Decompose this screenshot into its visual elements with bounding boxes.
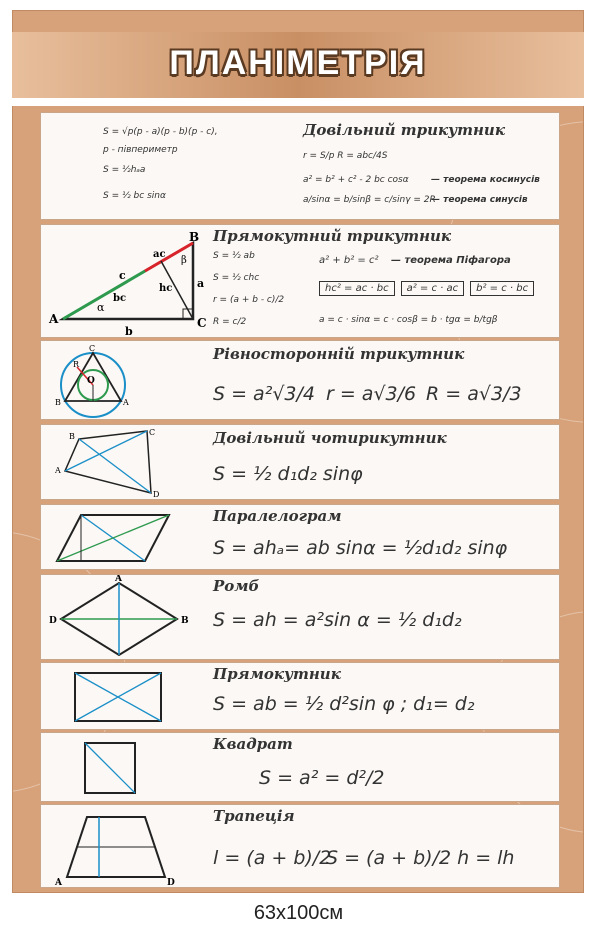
heron-formula: S = √p(p - a)(p - b)(p - c), <box>103 127 218 137</box>
size-label: 63x100см <box>253 902 344 924</box>
square-panel <box>40 732 560 802</box>
quadrilateral-figure <box>41 425 211 501</box>
svg-text:B: B <box>189 230 200 244</box>
svg-text:α: α <box>97 301 105 314</box>
svg-text:B: B <box>181 616 189 626</box>
svg-text:A: A <box>55 466 61 475</box>
svg-text:D: D <box>153 490 160 499</box>
equilateral-area: S = a²√3/4 <box>213 383 316 405</box>
quadrilateral-panel <box>40 424 560 500</box>
rectangle-heading: Прямокутник <box>213 665 341 683</box>
svg-text:R: R <box>73 360 80 369</box>
right-triangle-figure <box>41 225 211 339</box>
svg-text:hc: hc <box>159 283 173 294</box>
square-area: S = a² = d²/2 <box>259 767 385 789</box>
trapezoid-panel <box>40 804 560 888</box>
svg-text:ac: ac <box>153 249 166 260</box>
rhombus-panel <box>40 574 560 660</box>
svg-text:b: b <box>125 325 133 338</box>
rectangle-panel <box>40 662 560 730</box>
svg-text:D: D <box>167 878 175 888</box>
trapezoid-midline: l = (a + b)/2 <box>213 847 332 869</box>
cosine-law-label: — теорема косинусів <box>431 175 540 185</box>
rhombus-area: S = ah = a²sin α = ½ d₁d₂ <box>213 609 462 631</box>
svg-text:C: C <box>149 428 156 437</box>
pythagoras-formula: a² + b² = c² <box>319 255 379 266</box>
parallelogram-panel <box>40 504 560 570</box>
rt-boxed-formulas <box>319 281 540 296</box>
sine-law-formula: a/sinα = b/sinβ = c/sinγ = 2R <box>303 195 436 205</box>
rhombus-figure <box>41 575 211 661</box>
quadrilateral-heading: Довільний чотирикутник <box>213 429 447 447</box>
boxed-formula-2: a² = c · ac <box>401 281 465 296</box>
svg-text:A: A <box>115 575 122 584</box>
svg-text:A: A <box>123 398 129 407</box>
svg-text:c: c <box>119 269 126 282</box>
svg-text:bc: bc <box>113 293 127 304</box>
semiperimeter-note: p - півпериметр <box>103 145 178 155</box>
rt-formula-3: r = (a + b - c)/2 <box>213 295 285 305</box>
trapezoid-area: S = (a + b)/2 h = lh <box>326 847 515 869</box>
square-figure <box>41 733 211 803</box>
equilateral-inradius: r = a√3/6 <box>326 383 417 405</box>
radii-formula: r = S/p R = abc/4S <box>303 151 388 161</box>
page-title: ПЛАНІМЕТРІЯ <box>169 44 427 82</box>
area-sine-formula: S = ½ bc sinα <box>103 191 166 201</box>
equilateral-heading: Рівносторонній трикутник <box>213 345 465 363</box>
right-triangle-heading: Прямокутний трикутник <box>213 227 452 245</box>
parallelogram-figure <box>41 505 211 571</box>
trapezoid-heading: Трапеція <box>213 807 295 825</box>
svg-text:D: D <box>49 616 57 626</box>
rt-trig-formula: a = c · sinα = c · cosβ = b · tgα = b/tgβ <box>319 315 498 325</box>
square-heading: Квадрат <box>213 735 293 753</box>
svg-text:A: A <box>55 878 62 888</box>
sine-law-label: — теорема синусів <box>431 195 528 205</box>
equilateral-panel <box>40 340 560 420</box>
rt-formula-1: S = ½ ab <box>213 251 255 261</box>
rectangle-figure <box>41 663 211 731</box>
svg-text:a: a <box>197 277 205 290</box>
svg-text:B: B <box>55 398 61 407</box>
boxed-formula-1: hc² = ac · bc <box>319 281 395 296</box>
boxed-formula-3: b² = c · bc <box>470 281 534 296</box>
rectangle-area: S = ab = ½ d²sin φ ; d₁= d₂ <box>213 693 475 715</box>
title-bar <box>12 32 584 106</box>
cosine-law-formula: a² = b² + c² - 2 bc cosα <box>303 175 409 185</box>
arbitrary-triangle-heading: Довільний трикутник <box>303 121 505 139</box>
right-triangle-panel <box>40 224 560 338</box>
parallelogram-heading: Паралелограм <box>213 507 342 525</box>
equilateral-figure <box>41 341 141 421</box>
rhombus-heading: Ромб <box>213 577 260 595</box>
pythagoras-label: — теорема Піфагора <box>391 255 511 266</box>
area-height-formula: S = ½hₐa <box>103 165 146 175</box>
svg-text:C: C <box>197 316 207 330</box>
equilateral-circumradius: R = a√3/3 <box>426 383 522 405</box>
svg-text:O: O <box>87 376 95 386</box>
rt-formula-2: S = ½ chc <box>213 273 260 283</box>
rt-formula-4: R = c/2 <box>213 317 247 327</box>
svg-text:B: B <box>69 432 75 441</box>
arbitrary-triangle-panel <box>40 112 560 220</box>
parallelogram-area: S = ahₐ= ab sinα = ½d₁d₂ sinφ <box>213 537 508 559</box>
svg-text:β: β <box>181 255 187 266</box>
trapezoid-figure <box>41 805 211 889</box>
svg-text:A: A <box>49 312 59 326</box>
svg-text:C: C <box>89 344 96 353</box>
quadrilateral-area: S = ½ d₁d₂ sinφ <box>213 463 363 485</box>
